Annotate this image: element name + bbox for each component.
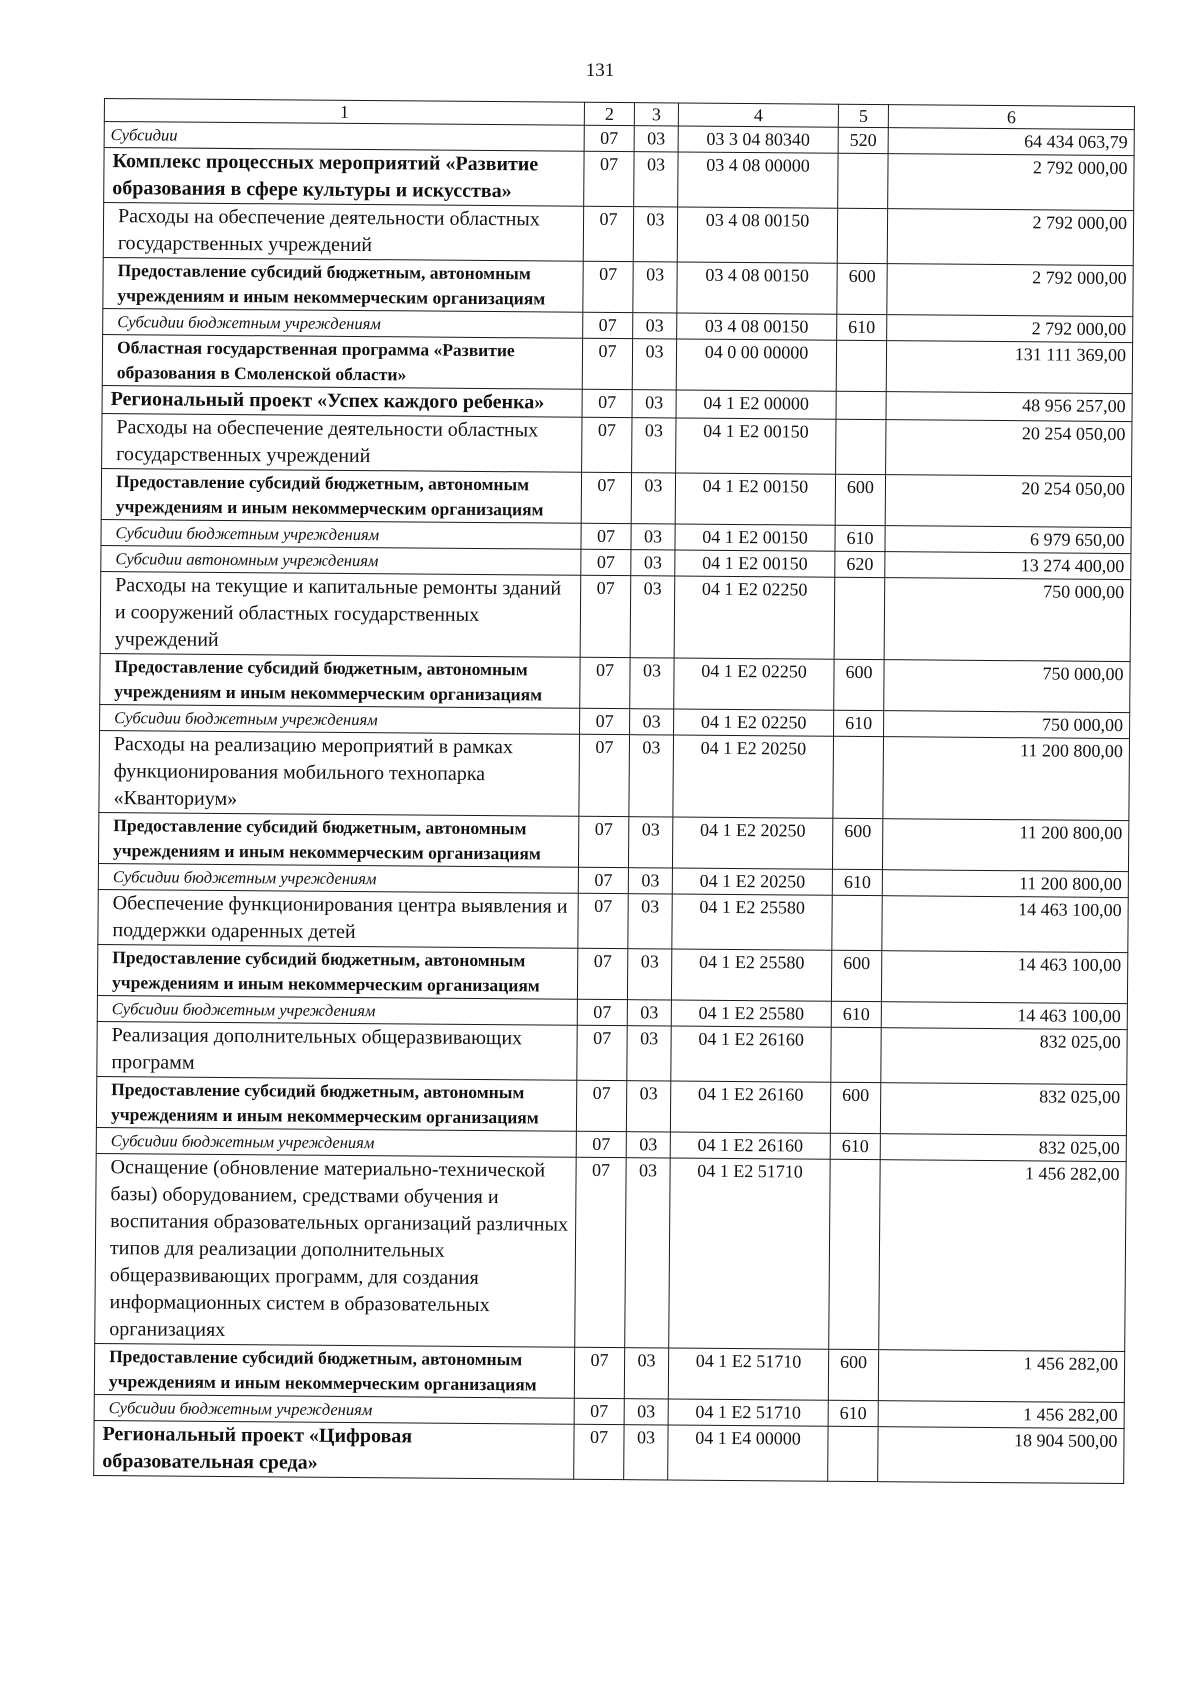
amount-cell: 832 025,00 (881, 1028, 1127, 1085)
amount-cell: 750 000,00 (884, 660, 1130, 713)
section-cell: 07 (582, 389, 632, 417)
row-name-cell: Субсидии бюджетным учреждениям (94, 1394, 574, 1424)
amount-cell: 1 456 282,00 (878, 1401, 1124, 1429)
subsection-cell: 03 (627, 949, 671, 1000)
target-code-cell: 04 1 E2 25580 (672, 894, 832, 950)
row-name-cell: Субсидии бюджетным учреждениям (96, 1127, 576, 1157)
table-row (98, 812, 1128, 871)
table-row (103, 203, 1133, 266)
amount-cell: 1 456 282,00 (879, 1160, 1126, 1352)
target-code-cell: 04 1 E2 25580 (671, 1000, 831, 1027)
table-row (103, 257, 1133, 316)
target-code-cell: 03 3 04 80340 (678, 126, 838, 153)
section-cell: 07 (577, 948, 627, 999)
section-cell: 07 (582, 338, 632, 389)
expense-type-cell: 610 (834, 710, 884, 736)
section-cell: 07 (580, 575, 631, 657)
row-name-cell: Субсидии (104, 122, 584, 152)
target-code-cell: 04 1 E2 00150 (675, 524, 835, 551)
expense-type-cell (833, 736, 884, 818)
column-header-name: 1 (104, 99, 584, 126)
section-cell: 07 (584, 125, 634, 151)
subsection-cell: 03 (624, 1348, 668, 1399)
section-cell: 07 (579, 734, 630, 816)
section-cell: 07 (578, 867, 628, 893)
subsection-cell: 03 (633, 262, 677, 313)
row-name-cell: Расходы на текущие и капитальные ремонты зданий и сооружений областных государственных учреждений (100, 571, 581, 657)
table-row (99, 730, 1130, 820)
section-cell: 07 (578, 816, 628, 867)
row-name-cell: Расходы на обеспечение деятельности областных государственных учреждений (102, 413, 582, 472)
amount-cell: 20 254 050,00 (886, 420, 1132, 477)
row-name-cell: Субсидии бюджетным учреждениям (100, 704, 580, 734)
subsection-cell: 03 (624, 1425, 668, 1480)
amount-cell: 131 111 369,00 (886, 341, 1132, 394)
target-code-cell: 04 1 E2 00150 (675, 473, 835, 525)
expense-type-cell (831, 1027, 881, 1082)
amount-cell: 14 463 100,00 (882, 896, 1128, 953)
section-cell: 07 (583, 312, 633, 338)
subsection-cell: 03 (632, 390, 676, 418)
expense-type-cell: 610 (830, 1133, 880, 1159)
column-header-subsection: 3 (634, 103, 678, 126)
expense-type-cell: 600 (837, 263, 887, 314)
table-row (100, 653, 1130, 712)
row-name-cell: Предоставление субсидий бюджетным, автономным учреждениям и иным некоммерческим организациям (100, 653, 580, 708)
row-name-cell: Реализация дополнительных общеразвивающих программ (97, 1021, 577, 1080)
subsection-cell: 03 (628, 817, 672, 868)
subsection-cell: 03 (627, 1000, 671, 1026)
expense-type-cell: 610 (832, 869, 882, 895)
amount-cell: 750 000,00 (884, 578, 1131, 662)
expense-type-cell (836, 340, 886, 391)
expense-type-cell (832, 895, 882, 950)
expense-type-cell (838, 153, 888, 208)
amount-cell: 48 956 257,00 (886, 392, 1132, 422)
expense-type-cell (836, 391, 886, 419)
expense-type-cell: 600 (831, 950, 881, 1001)
section-cell: 07 (578, 893, 628, 948)
subsection-cell: 03 (626, 1132, 670, 1158)
section-cell: 07 (581, 472, 631, 523)
expense-type-cell: 520 (838, 127, 888, 153)
section-cell: 07 (582, 417, 632, 472)
section-cell: 07 (577, 1025, 627, 1080)
page-number: 131 (585, 60, 615, 81)
expense-type-cell: 620 (835, 551, 885, 577)
table-row (102, 334, 1132, 393)
table-row (98, 889, 1128, 952)
section-cell: 07 (581, 523, 631, 549)
amount-cell: 20 254 050,00 (885, 475, 1131, 528)
expense-type-cell: 610 (835, 525, 885, 551)
amount-cell: 11 200 800,00 (882, 870, 1128, 898)
subsection-cell: 03 (630, 658, 674, 709)
row-name-cell: Субсидии автономным учреждениям (101, 545, 581, 575)
section-cell: 07 (577, 999, 627, 1025)
target-code-cell: 04 1 E2 02250 (674, 576, 835, 659)
section-cell: 07 (580, 708, 630, 734)
amount-cell: 2 792 000,00 (887, 209, 1133, 266)
expense-type-cell: 600 (828, 1349, 878, 1400)
target-code-cell: 04 1 E2 51710 (668, 1399, 828, 1426)
section-cell: 07 (584, 151, 634, 206)
column-header-target: 4 (678, 103, 838, 127)
table-row (94, 1420, 1124, 1483)
subsection-cell: 03 (633, 207, 677, 262)
subsection-cell: 03 (631, 473, 675, 524)
subsection-cell: 03 (627, 1026, 671, 1081)
section-cell: 07 (576, 1080, 626, 1131)
subsection-cell: 03 (630, 576, 675, 658)
subsection-cell: 03 (628, 894, 672, 949)
column-header-expense-type: 5 (838, 104, 888, 127)
target-code-cell: 04 1 E2 02250 (674, 709, 834, 736)
expense-type-cell: 600 (830, 1082, 880, 1133)
target-code-cell: 04 1 E2 00150 (676, 418, 836, 474)
target-code-cell: 04 1 E4 00000 (668, 1425, 828, 1481)
amount-cell: 11 200 800,00 (883, 737, 1130, 821)
section-cell: 07 (574, 1398, 624, 1424)
target-code-cell: 04 1 E2 26160 (671, 1026, 831, 1082)
amount-cell: 13 274 400,00 (885, 552, 1131, 580)
expense-type-cell: 610 (831, 1001, 881, 1027)
table-body (94, 122, 1135, 1484)
row-name-cell: Комплекс процессных мероприятий «Развитие образования в сфере культуры и искусства» (104, 148, 584, 207)
row-name-cell: Расходы на обеспечение деятельности областных государственных учреждений (103, 203, 583, 262)
row-name-cell: Расходы на реализацию мероприятий в рамках функционирования мобильного технопарка «Кванториум» (99, 730, 580, 816)
row-name-cell: Предоставление субсидий бюджетным, автономным учреждениям и иным некоммерческим организациям (97, 944, 577, 999)
target-code-cell: 03 4 08 00150 (677, 262, 837, 314)
target-code-cell: 04 1 E2 20250 (672, 817, 832, 869)
subsection-cell: 03 (634, 152, 678, 207)
amount-cell: 14 463 100,00 (881, 951, 1127, 1004)
expense-type-cell (834, 577, 885, 659)
table-row (100, 571, 1131, 661)
row-name-cell: Оснащение (обновление материально-технической базы) оборудованием, средствами обучения и воспитания образовательных организаций различных типов для реализации дополнительных общеразвивающих программ, для создания информационных систем в образовательных организациях (95, 1153, 576, 1347)
amount-cell: 6 979 650,00 (885, 526, 1131, 554)
subsection-cell: 03 (625, 1158, 670, 1348)
target-code-cell: 04 1 E2 00150 (675, 550, 835, 577)
expense-type-cell: 600 (832, 818, 882, 869)
row-name-cell: Предоставление субсидий бюджетным, автономным учреждениям и иным некоммерческим организациям (98, 812, 578, 867)
section-cell: 07 (583, 261, 633, 312)
expense-type-cell (828, 1426, 878, 1481)
row-name-cell: Предоставление субсидий бюджетным, автономным учреждениям и иным некоммерческим организациям (96, 1076, 576, 1131)
subsection-cell: 03 (626, 1081, 670, 1132)
section-cell: 07 (574, 1424, 624, 1479)
subsection-cell: 03 (631, 524, 675, 550)
budget-table (93, 98, 1135, 1484)
amount-cell: 2 792 000,00 (888, 154, 1134, 211)
target-code-cell: 04 1 E2 20250 (673, 735, 834, 818)
row-name-cell: Субсидии бюджетным учреждениям (97, 995, 577, 1025)
expense-type-cell: 600 (834, 659, 884, 710)
section-cell: 07 (574, 1347, 624, 1398)
table-row (94, 1343, 1124, 1402)
row-name-cell: Предоставление субсидий бюджетным, автономным учреждениям и иным некоммерческим организациям (94, 1343, 574, 1398)
amount-cell: 1 456 282,00 (878, 1350, 1124, 1403)
table-row (96, 1076, 1126, 1135)
table-row (95, 1153, 1126, 1351)
row-name-cell: Региональный проект «Цифровая образовательная среда» (94, 1420, 574, 1479)
row-name-cell: Обеспечение функционирования центра выявления и поддержки одаренных детей (98, 889, 578, 948)
row-name-cell: Региональный проект «Успех каждого ребенка» (102, 385, 582, 417)
amount-cell: 11 200 800,00 (882, 819, 1128, 872)
column-header-section: 2 (584, 102, 634, 125)
amount-cell: 64 434 063,79 (888, 128, 1134, 156)
expense-type-cell (837, 208, 887, 263)
table-row (97, 1021, 1127, 1084)
subsection-cell: 03 (630, 709, 674, 735)
row-name-cell: Субсидии бюджетным учреждениям (103, 308, 583, 338)
target-code-cell: 04 0 00 00000 (676, 339, 836, 391)
subsection-cell: 03 (632, 339, 676, 390)
subsection-cell: 03 (631, 550, 675, 576)
amount-cell: 2 792 000,00 (887, 264, 1133, 317)
amount-cell: 14 463 100,00 (881, 1002, 1127, 1030)
target-code-cell: 03 4 08 00150 (677, 313, 837, 340)
section-cell: 07 (581, 549, 631, 575)
target-code-cell: 04 1 E2 26160 (670, 1081, 830, 1133)
subsection-cell: 03 (624, 1399, 668, 1425)
target-code-cell: 04 1 E2 20250 (672, 868, 832, 895)
table-row (97, 944, 1127, 1003)
subsection-cell: 03 (633, 313, 677, 339)
column-header-amount: 6 (888, 105, 1134, 130)
section-cell: 07 (580, 657, 630, 708)
target-code-cell: 03 4 08 00150 (677, 207, 837, 263)
expense-type-cell: 610 (837, 314, 887, 340)
amount-cell: 18 904 500,00 (878, 1427, 1124, 1484)
subsection-cell: 03 (632, 418, 676, 473)
subsection-cell: 03 (628, 868, 672, 894)
row-name-cell: Предоставление субсидий бюджетным, автономным учреждениям и иным некоммерческим организациям (101, 468, 581, 523)
table-row (101, 468, 1131, 527)
amount-cell: 832 025,00 (880, 1134, 1126, 1162)
target-code-cell: 04 1 E2 51710 (668, 1348, 828, 1400)
expense-type-cell: 610 (828, 1400, 878, 1426)
subsection-cell: 03 (634, 126, 678, 152)
section-cell: 07 (576, 1131, 626, 1157)
row-name-cell: Субсидии бюджетным учреждениям (101, 519, 581, 549)
target-code-cell: 04 1 E2 00000 (676, 390, 836, 419)
expense-type-cell (836, 419, 886, 474)
amount-cell: 2 792 000,00 (887, 315, 1133, 343)
amount-cell: 750 000,00 (884, 711, 1130, 739)
row-name-cell: Предоставление субсидий бюджетным, автономным учреждениям и иным некоммерческим организациям (103, 257, 583, 312)
row-name-cell: Субсидии бюджетным учреждениям (98, 863, 578, 893)
amount-cell: 832 025,00 (880, 1083, 1126, 1136)
target-code-cell: 04 1 E2 25580 (671, 949, 831, 1001)
row-name-cell: Областная государственная программа «Развитие образования в Смоленской области» (102, 334, 582, 389)
table-row (104, 148, 1134, 211)
section-cell: 07 (583, 206, 633, 261)
target-code-cell: 04 1 E2 02250 (674, 658, 834, 710)
target-code-cell: 04 1 E2 26160 (670, 1132, 830, 1159)
section-cell: 07 (575, 1157, 626, 1347)
expense-type-cell: 600 (835, 474, 885, 525)
target-code-cell: 04 1 E2 51710 (669, 1158, 830, 1349)
target-code-cell: 03 4 08 00000 (678, 152, 838, 208)
subsection-cell: 03 (629, 735, 674, 817)
table-row (102, 413, 1132, 476)
expense-type-cell (829, 1159, 880, 1349)
